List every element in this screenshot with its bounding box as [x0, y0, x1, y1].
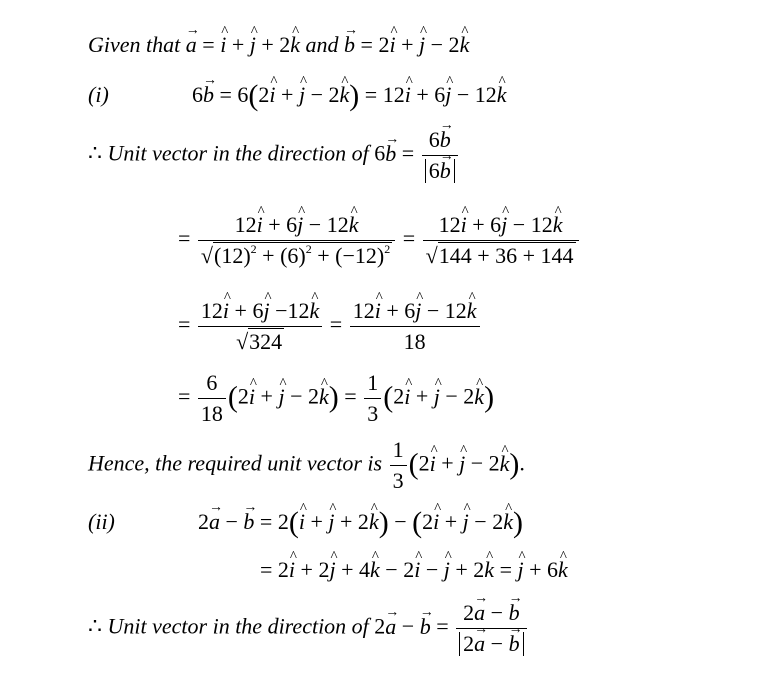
hence-statement: Hence, the required unit vector is $\frac{1}{3}$ (2i ^ + j ^ − 2k ^).	[88, 437, 525, 494]
part-i-label: (i)	[88, 82, 109, 107]
unit-vector-6b: ∴ Unit vector in the direction of 6b → = $\frac{6b \to}{6b}$ →	[88, 127, 460, 184]
step-1: = $\frac{12i \^{} + 6j \^{} - 12k \^{}}{√(12)^2 + (6)^2 + (-12)^2}$ = $\frac{12i \^{} + 6j \^{} - 12k \^{}}{√144 + 36 + 144}$	[178, 212, 581, 269]
step-3: = $\frac{6}{18}$ (2i ^ + j ^ − 2k ^) = $\frac{1}{3}$ (2i ^ + j ^ − 2k ^)	[178, 370, 494, 427]
given-statement: Given that a → = i ^ + j ^ + 2k ^ and b → = 2i ^ + j ^ − 2k ^	[88, 32, 469, 58]
part-i-equation: 6b → = 6(2i ^ + j ^ − 2k ^) = 12i ^ + 6j ^ − 12k ^	[192, 82, 507, 109]
part-ii-equation-2: = 2i ^ + 2j ^ + 4k ^ − 2i ^ − j ^ + 2k ^ = j ^ + 6k ^	[260, 557, 568, 583]
unit-vector-2a-minus-b: ∴ Unit vector in the direction of 2a → − b → = $\frac{2a \to - b \to}{2a \to - b}$ →	[88, 600, 529, 657]
part-ii-label: (ii)	[88, 509, 115, 534]
step-2: = $\frac{12i \^{} + 6j \^{} -12k \^{}}{√324}$ = $\frac{12i \^{} + 6j \^{} - 12k \^{}}{18}$	[178, 298, 482, 355]
part-ii-equation: 2a → − b → = 2(i ^ + j ^ + 2k ^) − (2i ^ + j ^ − 2k ^)	[198, 509, 523, 536]
